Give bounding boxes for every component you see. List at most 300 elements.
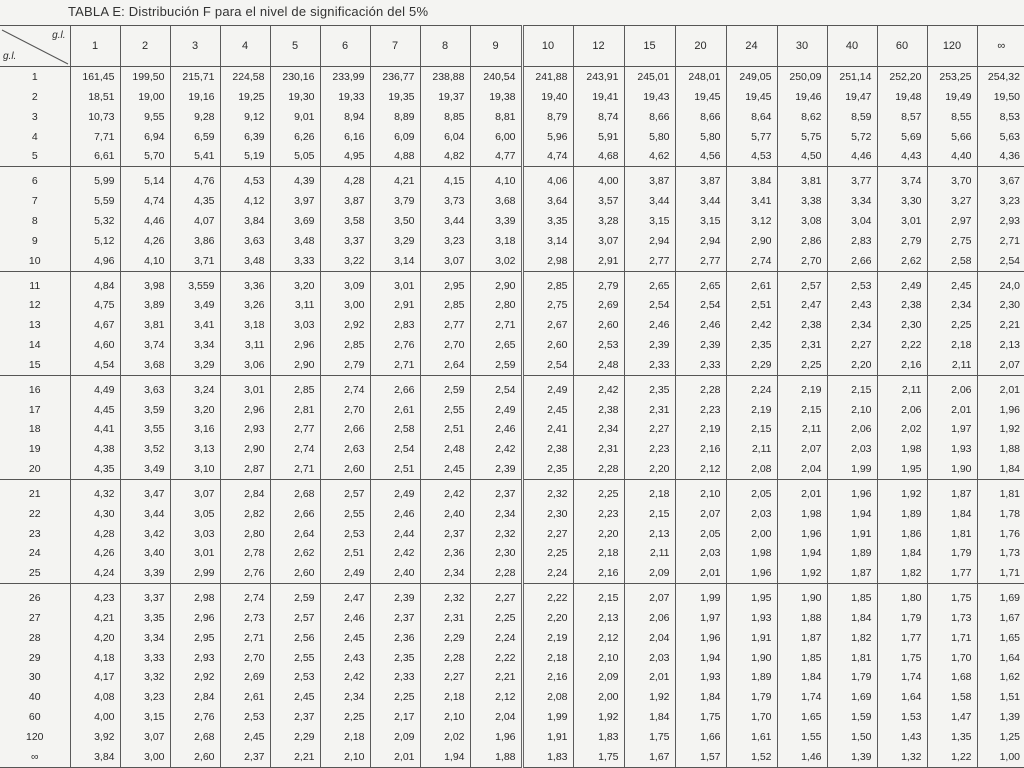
table-cell: 3,63	[120, 380, 170, 400]
table-cell: 1,71	[927, 628, 977, 648]
table-cell: 2,76	[170, 707, 220, 727]
table-cell: 2,21	[270, 747, 320, 768]
table-cell: 3,04	[827, 211, 877, 231]
column-header: 12	[573, 26, 624, 67]
row-header: 6	[31, 175, 38, 188]
table-cell: 2,00	[573, 687, 624, 707]
table-cell: 1,51	[977, 687, 1024, 707]
table-cell: 2,58	[927, 251, 977, 272]
table-cell: 1,57	[675, 747, 726, 768]
table-cell: 2,20	[522, 608, 573, 628]
table-cell: 3,29	[370, 231, 420, 251]
table-cell: 1,66	[675, 727, 726, 747]
table-cell: 2,66	[320, 419, 370, 439]
row-header: 30	[28, 671, 41, 684]
table-cell: 2,74	[220, 588, 270, 608]
table-cell: 1,94	[777, 543, 827, 563]
table-cell: 241,88	[522, 67, 573, 88]
row-header: 18	[28, 423, 41, 436]
table-cell: 2,45	[270, 687, 320, 707]
table-cell: 9,12	[220, 107, 270, 127]
table-cell: 2,76	[370, 335, 420, 355]
table-cell: 4,28	[70, 524, 120, 544]
table-cell: 1,96	[675, 628, 726, 648]
table-cell: 2,61	[370, 400, 420, 420]
table-cell: 2,31	[777, 335, 827, 355]
table-cell: 2,22	[470, 648, 522, 668]
table-cell: 1,91	[827, 524, 877, 544]
row-header: 2	[31, 90, 38, 103]
header-row	[0, 26, 1024, 67]
table-cell: 2,07	[977, 355, 1024, 376]
table-cell: 2,37	[220, 747, 270, 768]
table-cell: 4,21	[370, 171, 420, 191]
table-cell: 2,29	[270, 727, 320, 747]
table-cell: 2,30	[470, 543, 522, 563]
table-cell: 2,18	[624, 484, 675, 504]
table-cell: 2,42	[420, 484, 470, 504]
table-cell: 2,25	[470, 608, 522, 628]
table-cell: 2,71	[470, 315, 522, 335]
row-header: 120	[25, 730, 44, 743]
table-cell: 2,42	[573, 380, 624, 400]
table-cell: 4,06	[522, 171, 573, 191]
table-row	[0, 171, 1024, 191]
table-cell: 2,08	[726, 459, 777, 480]
table-cell: 2,82	[220, 504, 270, 524]
table-cell: 2,98	[170, 588, 220, 608]
table-cell: 2,79	[877, 231, 927, 251]
table-cell: 1,78	[977, 504, 1024, 524]
table-cell: 3,00	[120, 747, 170, 768]
table-cell: 2,24	[470, 628, 522, 648]
table-cell: 1,76	[977, 524, 1024, 544]
table-cell: 3,39	[120, 563, 170, 584]
table-cell: 1,98	[726, 543, 777, 563]
table-cell: 2,66	[270, 504, 320, 524]
table-cell: 3,57	[573, 191, 624, 211]
table-cell: 3,44	[675, 191, 726, 211]
table-cell: 2,22	[877, 335, 927, 355]
table-cell: 1,39	[977, 707, 1024, 727]
table-cell: 5,96	[522, 127, 573, 147]
table-cell: 1,82	[827, 628, 877, 648]
table-cell: 2,27	[827, 335, 877, 355]
table-cell: 2,32	[522, 484, 573, 504]
table-cell: 2,53	[573, 335, 624, 355]
table-cell: 3,13	[170, 439, 220, 459]
table-cell: 2,13	[624, 524, 675, 544]
table-cell: 2,46	[320, 608, 370, 628]
table-cell: 19,16	[170, 87, 220, 107]
table-cell: 6,16	[320, 127, 370, 147]
column-header: 8	[420, 26, 470, 67]
table-cell: 4,35	[70, 459, 120, 480]
table-cell: 1,84	[827, 608, 877, 628]
table-cell: 3,01	[170, 543, 220, 563]
table-cell: 2,96	[270, 335, 320, 355]
table-cell: 4,21	[70, 608, 120, 628]
table-cell: 2,77	[420, 315, 470, 335]
table-cell: 19,38	[470, 87, 522, 107]
table-cell: 2,98	[522, 251, 573, 272]
table-cell: 4,76	[170, 171, 220, 191]
table-cell: 2,94	[624, 231, 675, 251]
table-cell: 2,47	[320, 588, 370, 608]
table-row	[0, 315, 1024, 335]
table-cell: 2,15	[827, 380, 877, 400]
table-cell: 1,73	[927, 608, 977, 628]
table-cell: 2,71	[220, 628, 270, 648]
table-cell: 2,06	[624, 608, 675, 628]
table-cell: 19,40	[522, 87, 573, 107]
table-cell: 2,09	[573, 667, 624, 687]
table-cell: 6,04	[420, 127, 470, 147]
table-cell: 9,55	[120, 107, 170, 127]
table-cell: 2,79	[320, 355, 370, 376]
table-cell: 2,18	[927, 335, 977, 355]
table-cell: 5,05	[270, 146, 320, 167]
table-cell: 2,75	[522, 295, 573, 315]
table-cell: 19,49	[927, 87, 977, 107]
table-cell: 2,65	[675, 276, 726, 296]
table-cell: 2,12	[470, 687, 522, 707]
table-cell: 19,35	[370, 87, 420, 107]
table-cell: 2,27	[522, 524, 573, 544]
table-cell: 4,46	[827, 146, 877, 167]
table-cell: 1,67	[624, 747, 675, 768]
table-cell: 4,26	[120, 231, 170, 251]
table-cell: 1,53	[877, 707, 927, 727]
table-cell: 2,54	[370, 439, 420, 459]
table-cell: 2,30	[977, 295, 1024, 315]
table-cell: 4,56	[675, 146, 726, 167]
table-cell: 2,58	[370, 419, 420, 439]
table-cell: 3,58	[320, 211, 370, 231]
table-cell: 3,09	[320, 276, 370, 296]
table-cell: 1,70	[726, 707, 777, 727]
table-cell: 3,23	[120, 687, 170, 707]
table-cell: 3,77	[827, 171, 877, 191]
table-cell: 1,92	[624, 687, 675, 707]
row-header: 60	[28, 710, 41, 723]
table-cell: 7,71	[70, 127, 120, 147]
table-cell: 6,26	[270, 127, 320, 147]
table-cell: 4,67	[70, 315, 120, 335]
table-cell: 2,96	[170, 608, 220, 628]
table-cell: 1,90	[726, 648, 777, 668]
table-cell: 2,77	[624, 251, 675, 272]
table-cell: 3,10	[170, 459, 220, 480]
table-cell: 3,18	[470, 231, 522, 251]
table-cell: 2,55	[320, 504, 370, 524]
table-cell: 2,10	[827, 400, 877, 420]
table-cell: 3,18	[220, 315, 270, 335]
table-cell: 1,89	[726, 667, 777, 687]
table-cell: 10,73	[70, 107, 120, 127]
table-cell: 1,74	[877, 667, 927, 687]
table-cell: 2,30	[877, 315, 927, 335]
table-cell: 1,65	[777, 707, 827, 727]
table-cell: 1,77	[927, 563, 977, 584]
table-cell: 2,91	[370, 295, 420, 315]
table-row	[0, 231, 1024, 251]
table-cell: 2,74	[726, 251, 777, 272]
table-cell: 1,68	[927, 667, 977, 687]
table-cell: 2,33	[624, 355, 675, 376]
table-cell: 2,13	[977, 335, 1024, 355]
table-cell: 2,37	[270, 707, 320, 727]
table-cell: 3,39	[470, 211, 522, 231]
table-cell: 251,14	[827, 67, 877, 88]
table-cell: 1,96	[777, 524, 827, 544]
table-cell: 2,05	[675, 524, 726, 544]
table-cell: 1,91	[522, 727, 573, 747]
table-cell: 2,03	[675, 543, 726, 563]
table-row	[0, 543, 1024, 563]
table-cell: 2,12	[573, 628, 624, 648]
table-cell: 1,97	[927, 419, 977, 439]
table-cell: 236,77	[370, 67, 420, 88]
table-cell: 4,38	[70, 439, 120, 459]
table-cell: 3,44	[120, 504, 170, 524]
table-cell: 2,29	[420, 628, 470, 648]
table-cell: 2,65	[624, 276, 675, 296]
table-cell: 2,28	[420, 648, 470, 668]
row-header: 26	[28, 592, 41, 605]
table-cell: 2,51	[420, 419, 470, 439]
table-cell: 2,43	[827, 295, 877, 315]
table-cell: 1,93	[927, 439, 977, 459]
table-cell: 2,49	[522, 380, 573, 400]
table-cell: 4,68	[573, 146, 624, 167]
table-cell: 249,05	[726, 67, 777, 88]
table-cell: 1,80	[877, 588, 927, 608]
table-cell: 4,36	[977, 146, 1024, 167]
row-header: 20	[0, 459, 70, 480]
table-cell: 1,83	[522, 747, 573, 768]
table-cell: 1,32	[877, 747, 927, 768]
table-cell: 2,33	[675, 355, 726, 376]
table-cell: 1,84	[977, 459, 1024, 480]
column-header: 3	[170, 26, 220, 67]
table-cell: 3,22	[320, 251, 370, 272]
table-cell: 2,60	[270, 563, 320, 584]
table-cell: 1,79	[827, 667, 877, 687]
table-cell: 1,98	[877, 439, 927, 459]
table-cell: 1,99	[827, 459, 877, 480]
table-body	[0, 67, 1024, 768]
table-cell: 2,59	[270, 588, 320, 608]
table-cell: 2,34	[927, 295, 977, 315]
table-cell: 3,20	[270, 276, 320, 296]
table-cell: 1,94	[675, 648, 726, 668]
table-cell: 3,27	[927, 191, 977, 211]
table-cell: 2,86	[777, 231, 827, 251]
table-cell: 1,64	[977, 648, 1024, 668]
table-cell: 2,16	[877, 355, 927, 376]
table-cell: 2,46	[675, 315, 726, 335]
table-row	[0, 419, 1024, 439]
table-cell: 2,42	[370, 543, 420, 563]
table-cell: 2,40	[420, 504, 470, 524]
table-row	[0, 87, 1024, 107]
table-cell: 1,79	[927, 543, 977, 563]
table-cell: 199,50	[120, 67, 170, 88]
table-cell: 2,01	[675, 563, 726, 584]
table-cell: 2,19	[726, 400, 777, 420]
table-cell: 2,70	[220, 648, 270, 668]
table-cell: 2,11	[726, 439, 777, 459]
table-cell: 2,39	[470, 459, 522, 480]
table-cell: 1,50	[827, 727, 877, 747]
column-header: 9	[470, 26, 522, 67]
table-cell: 2,37	[420, 524, 470, 544]
table-cell: 4,46	[120, 211, 170, 231]
table-cell: 1,84	[675, 687, 726, 707]
table-cell: 5,12	[70, 231, 120, 251]
table-cell: 250,09	[777, 67, 827, 88]
table-cell: 2,25	[927, 315, 977, 335]
table-cell: 2,54	[977, 251, 1024, 272]
table-cell: 2,37	[470, 484, 522, 504]
table-cell: 4,08	[70, 687, 120, 707]
table-cell: 18,51	[70, 87, 120, 107]
row-header: 9	[31, 234, 38, 247]
table-cell: 3,38	[777, 191, 827, 211]
table-row	[0, 191, 1024, 211]
table-cell: 4,53	[220, 171, 270, 191]
table-row	[0, 295, 1024, 315]
table-cell: 2,01	[624, 667, 675, 687]
table-cell: 19,50	[977, 87, 1024, 107]
table-cell: 2,56	[270, 628, 320, 648]
table-cell: 1,55	[777, 727, 827, 747]
table-cell: 2,02	[877, 419, 927, 439]
table-cell: 3,35	[120, 608, 170, 628]
table-cell: 2,46	[370, 504, 420, 524]
table-cell: 2,15	[777, 400, 827, 420]
table-cell: 1,75	[624, 727, 675, 747]
table-cell: 4,43	[877, 146, 927, 167]
table-cell: 1,84	[877, 543, 927, 563]
table-cell: 3,01	[877, 211, 927, 231]
table-cell: 3,12	[726, 211, 777, 231]
table-cell: 4,07	[170, 211, 220, 231]
table-cell: 2,60	[522, 335, 573, 355]
table-cell: 3,87	[320, 191, 370, 211]
table-cell: 2,25	[777, 355, 827, 376]
table-cell: 2,18	[320, 727, 370, 747]
table-cell: 2,15	[624, 504, 675, 524]
table-cell: 2,11	[927, 355, 977, 376]
table-cell: 9,28	[170, 107, 220, 127]
table-cell: 1,86	[877, 524, 927, 544]
table-row	[0, 727, 1024, 747]
table-cell: 3,63	[220, 231, 270, 251]
table-cell: 1,75	[877, 648, 927, 668]
table-title: TABLA E: Distribución F para el nivel de significación del 5%	[68, 4, 429, 19]
table-cell: 4,95	[320, 146, 370, 167]
row-header: 27	[28, 611, 41, 624]
table-cell: 1,84	[624, 707, 675, 727]
table-cell: 3,55	[120, 419, 170, 439]
table-cell: 1,92	[573, 707, 624, 727]
table-row	[0, 484, 1024, 504]
table-cell: 2,05	[726, 484, 777, 504]
f-distribution-table-container	[0, 25, 1024, 768]
table-cell: 2,35	[726, 335, 777, 355]
table-cell: 1,96	[726, 563, 777, 584]
table-cell: 2,68	[170, 727, 220, 747]
table-cell: 3,81	[120, 315, 170, 335]
table-cell: 2,45	[420, 459, 470, 480]
table-cell: 240,54	[470, 67, 522, 88]
table-cell: 3,84	[220, 211, 270, 231]
table-cell: 5,75	[777, 127, 827, 147]
table-cell: 2,10	[573, 648, 624, 668]
table-cell: 1,96	[470, 727, 522, 747]
table-cell: 2,61	[726, 276, 777, 296]
table-cell: 3,59	[120, 400, 170, 420]
table-cell: 2,49	[320, 563, 370, 584]
table-cell: 2,25	[370, 687, 420, 707]
table-cell: 1,84	[927, 504, 977, 524]
f-distribution-table	[0, 25, 1024, 768]
table-cell: 3,92	[70, 727, 120, 747]
table-cell: 2,07	[777, 439, 827, 459]
table-cell: 3,23	[977, 191, 1024, 211]
table-cell: 238,88	[420, 67, 470, 88]
table-cell: 2,83	[827, 231, 877, 251]
table-cell: 6,94	[120, 127, 170, 147]
table-cell: 4,49	[70, 380, 120, 400]
table-cell: 5,63	[977, 127, 1024, 147]
table-cell: 2,39	[370, 588, 420, 608]
table-cell: 3,48	[220, 251, 270, 272]
table-cell: 2,78	[220, 543, 270, 563]
table-cell: 3,84	[726, 171, 777, 191]
table-cell: 3,49	[120, 459, 170, 480]
table-cell: 24,0	[977, 276, 1024, 296]
table-cell: 8,64	[726, 107, 777, 127]
table-cell: 2,85	[270, 380, 320, 400]
table-cell: 3,69	[270, 211, 320, 231]
row-header: 1	[31, 71, 38, 83]
table-cell: 254,32	[977, 67, 1024, 88]
table-cell: 1,73	[977, 543, 1024, 563]
table-cell: 2,83	[370, 315, 420, 335]
table-cell: 2,97	[927, 211, 977, 231]
table-cell: 3,07	[170, 484, 220, 504]
table-cell: 2,12	[675, 459, 726, 480]
table-cell: 1,96	[977, 400, 1024, 420]
table-cell: 252,20	[877, 67, 927, 88]
table-cell: 2,46	[624, 315, 675, 335]
table-cell: 3,84	[70, 747, 120, 768]
table-cell: 2,39	[675, 335, 726, 355]
table-cell: 2,87	[220, 459, 270, 480]
table-cell: 2,62	[877, 251, 927, 272]
table-cell: 2,31	[573, 439, 624, 459]
table-cell: 1,81	[977, 484, 1024, 504]
table-cell: 1,89	[827, 543, 877, 563]
table-cell: 3,34	[120, 628, 170, 648]
table-cell: 4,54	[70, 355, 120, 376]
table-cell: 2,95	[420, 276, 470, 296]
table-cell: 2,60	[320, 459, 370, 480]
table-cell: 1,67	[977, 608, 1024, 628]
